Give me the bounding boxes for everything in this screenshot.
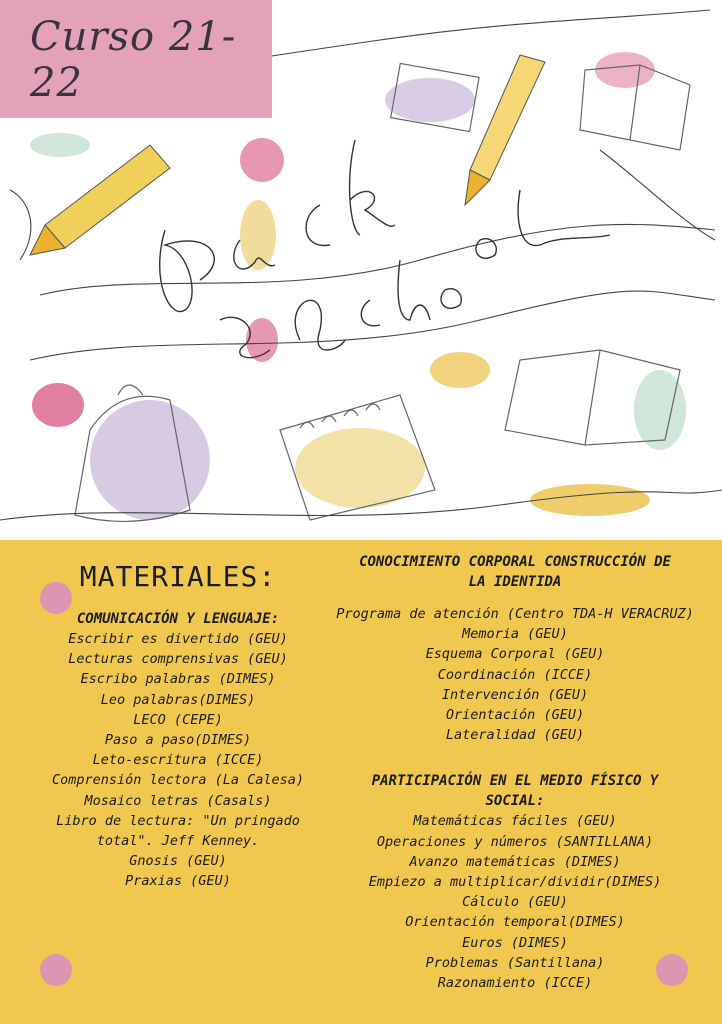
list-item: Razonamiento (ICCE) xyxy=(437,975,593,992)
list-item: Cálculo (GEU) xyxy=(462,894,568,911)
apple-icon xyxy=(240,138,284,182)
book-page-blob-icon xyxy=(634,370,686,450)
communication-list xyxy=(30,629,326,892)
course-banner xyxy=(0,0,272,118)
heading-line: LA IDENTIDA xyxy=(468,574,562,590)
list-item: Euros (DIMES) xyxy=(462,934,568,951)
list-item: LECO (CEPE) xyxy=(133,711,223,728)
eraser-icon xyxy=(430,352,490,388)
list-item: Programa de atención (Centro TDA-H VERACRUZ) xyxy=(336,606,694,622)
crayon-blob-icon xyxy=(30,133,90,157)
backpack-icon xyxy=(90,400,210,520)
list-item: Operaciones y números (SANTILLANA) xyxy=(376,833,654,850)
course-title: Curso 21-22 xyxy=(30,14,237,106)
list-item: Escribir es divertido (GEU) xyxy=(68,631,288,647)
heading-line: CONOCIMIENTO CORPORAL CONSTRUCCIÓN DE xyxy=(359,554,671,570)
list-item: Lateralidad (GEU) xyxy=(445,727,585,744)
list-item: Mosaico letras (Casals) xyxy=(84,792,272,809)
body-identity-list xyxy=(318,604,712,745)
book-blob-icon xyxy=(595,52,655,88)
list-item: Avanzo matemáticas (DIMES) xyxy=(409,853,621,870)
list-item: Leto-escritura (ICCE) xyxy=(92,752,264,769)
list-item: Coordinación (ICCE) xyxy=(437,666,593,683)
list-item: Orientación (GEU) xyxy=(445,707,585,724)
list-item: Matemáticas fáciles (GEU) xyxy=(413,813,617,830)
list-item: Comprensión lectora (La Calesa) xyxy=(52,772,304,789)
pink-dot xyxy=(40,954,72,986)
list-item: Empiezo a multiplicar/dividir(DIMES) xyxy=(368,874,662,891)
notepad-blob-icon xyxy=(385,78,475,122)
list-item: Leo palabras(DIMES) xyxy=(100,691,256,708)
list-item: Intervención (GEU) xyxy=(441,686,589,703)
list-item: Problemas (Santillana) xyxy=(425,954,605,971)
lettering-drawing xyxy=(160,140,610,358)
physical-social-list xyxy=(318,811,712,993)
list-item: Memoria (GEU) xyxy=(462,626,568,643)
materials-title: MATERIALES: xyxy=(79,560,277,593)
body-identity-heading xyxy=(318,552,712,592)
list-item: Escribo palabras (DIMES) xyxy=(80,671,276,688)
communication-heading: COMUNICACIÓN Y LENGUAJE: xyxy=(76,611,280,627)
list-item: total". Jeff Kenney. xyxy=(96,833,260,850)
pen-blob-icon xyxy=(530,484,650,516)
list-item: Praxias (GEU) xyxy=(125,873,231,890)
right-column xyxy=(318,540,712,993)
physical-social-heading xyxy=(318,771,712,811)
cup-icon xyxy=(32,383,84,427)
list-item: Paso a paso(DIMES) xyxy=(104,732,252,749)
notebook-icon xyxy=(295,428,425,508)
list-item: Orientación temporal(DIMES) xyxy=(405,914,625,931)
crayon-icon xyxy=(30,145,170,255)
materials-panel xyxy=(0,540,722,1024)
list-item: Esquema Corporal (GEU) xyxy=(425,646,605,663)
left-column xyxy=(30,540,326,892)
yellow-blob-icon xyxy=(240,200,276,270)
list-item: Libro de lectura: "Un pringado xyxy=(56,812,300,829)
list-item: Lecturas comprensivas (GEU) xyxy=(68,651,288,668)
list-item: Gnosis (GEU) xyxy=(129,853,227,870)
heading-line: PARTICIPACIÓN EN EL MEDIO FÍSICO Y xyxy=(371,773,659,790)
heading-line: SOCIAL: xyxy=(485,793,545,810)
